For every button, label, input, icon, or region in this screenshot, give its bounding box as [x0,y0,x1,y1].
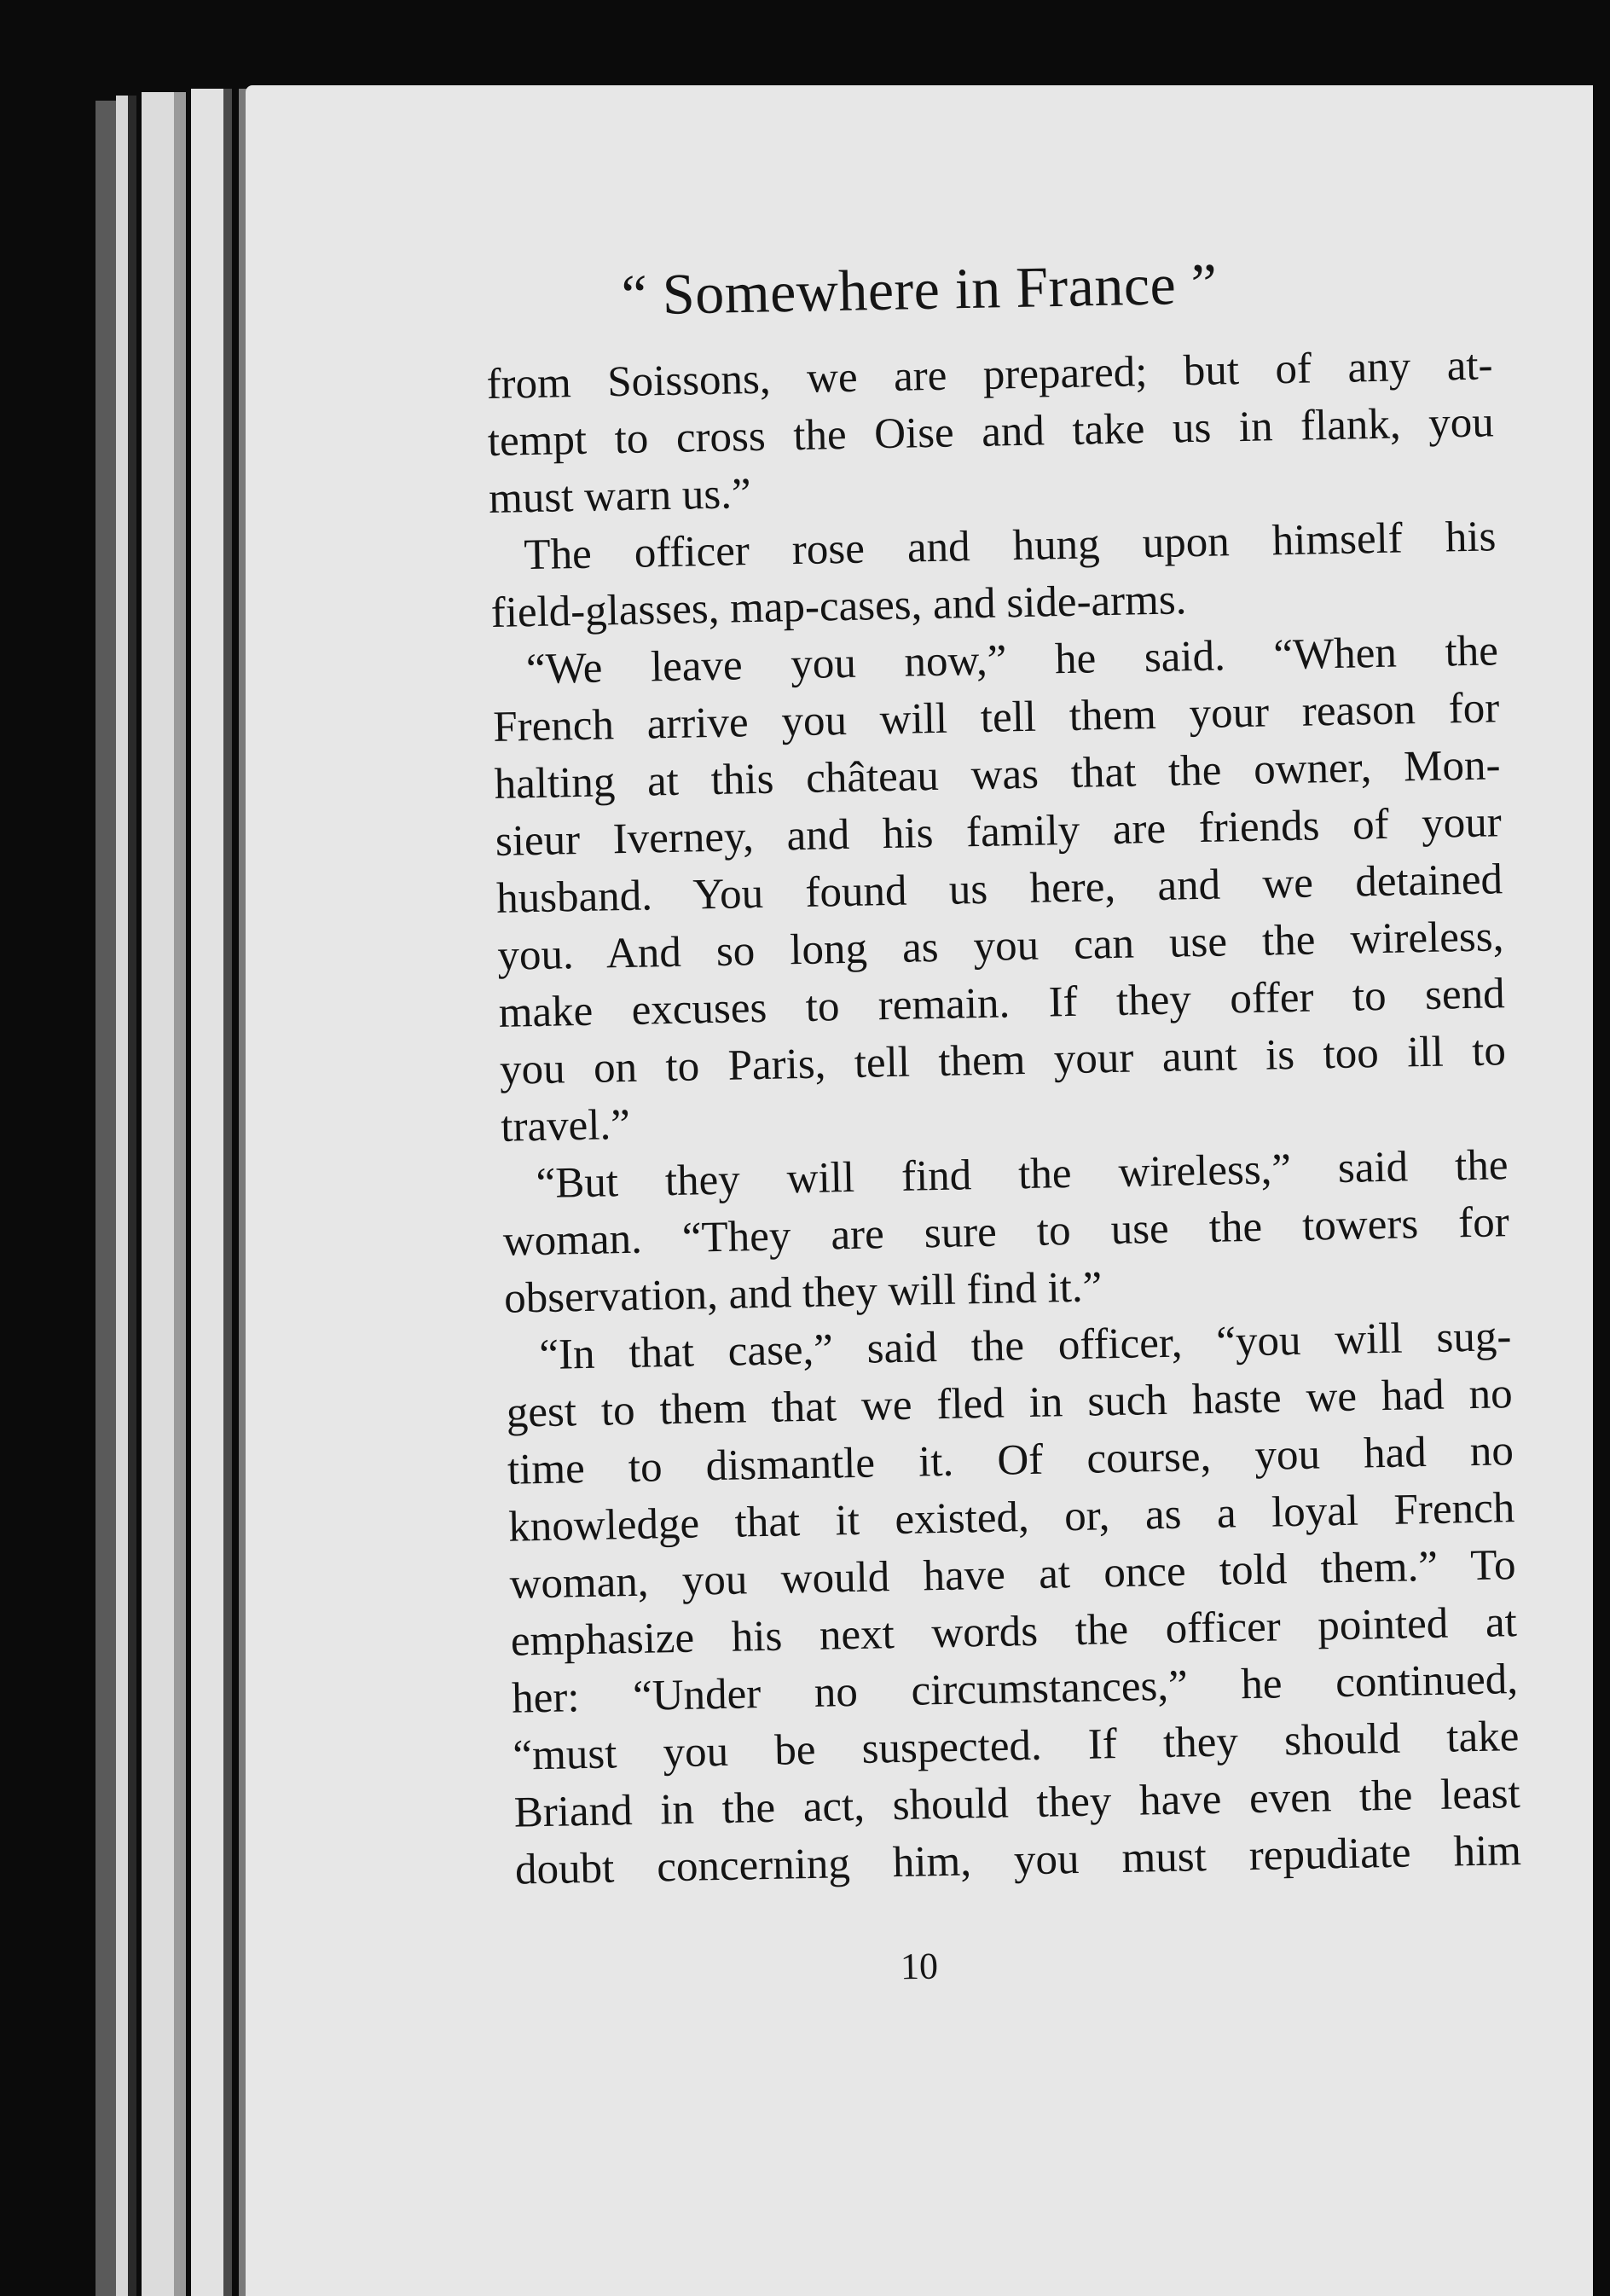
text-line: make excuses to remain. If they offer to send [498,970,1506,1037]
book-page [246,85,1593,2296]
text-line: gest to them that we fled in such haste we had no [506,1370,1514,1437]
text-line: time to dismantle it. Of course, you had no [507,1427,1514,1494]
running-title: “ Somewhere in France ” [620,251,1219,328]
text-line: woman. “They are sure to use the towers for [502,1198,1510,1266]
text-line: from Soissons, we are prepared; but of any at- [486,341,1493,409]
text-line: sieur Iverney, and his family are friends of your [495,798,1503,866]
text-line: observation, and they will find it.” [503,1263,1103,1323]
text-line: tempt to cross the Oise and take us in flank, you [487,398,1495,466]
text-line: emphasize his next words the officer pointed at [510,1598,1518,1666]
text-line: you on to Paris, tell them your aunt is too ill to [499,1027,1507,1094]
page-body [486,337,1522,1899]
text-line: Briand in the act, should they have even the least [513,1770,1521,1837]
text-line: field-glasses, map-cases, and side-arms. [490,576,1187,637]
text-line: you. And so long as you can use the wireless, [496,913,1504,980]
text-line: woman, you would have at once told them.” To [509,1541,1516,1609]
text-line: husband. You found us here, and we detained [495,855,1503,923]
text-line: knowledge that it existed, or, as a loyal French [507,1484,1515,1551]
text-line: “In that case,” said the officer, “you will sug- [538,1313,1512,1380]
book-edge [128,96,136,2296]
text-line: must warn us.” [488,470,752,523]
page-number: 10 [900,1945,939,1988]
text-line: travel.” [500,1100,631,1151]
book-edge [174,92,186,2296]
text-line: halting at this château was that the owner, Mon- [494,741,1501,809]
text-line: her: “Under no circumstances,” he continued, [511,1655,1519,1723]
text-line: doubt concerning him, you must repudiate him [514,1827,1522,1894]
text-line: French arrive you will tell them your reason for [492,684,1500,751]
text-line: “must you be suspected. If they should take [512,1713,1520,1780]
text-line: “But they will find the wireless,” said the [536,1141,1509,1209]
book-edge [223,89,232,2296]
text-line: The officer rose and hung upon himself his [523,513,1497,580]
text-line: “We leave you now,” he said. “When the [525,627,1499,694]
